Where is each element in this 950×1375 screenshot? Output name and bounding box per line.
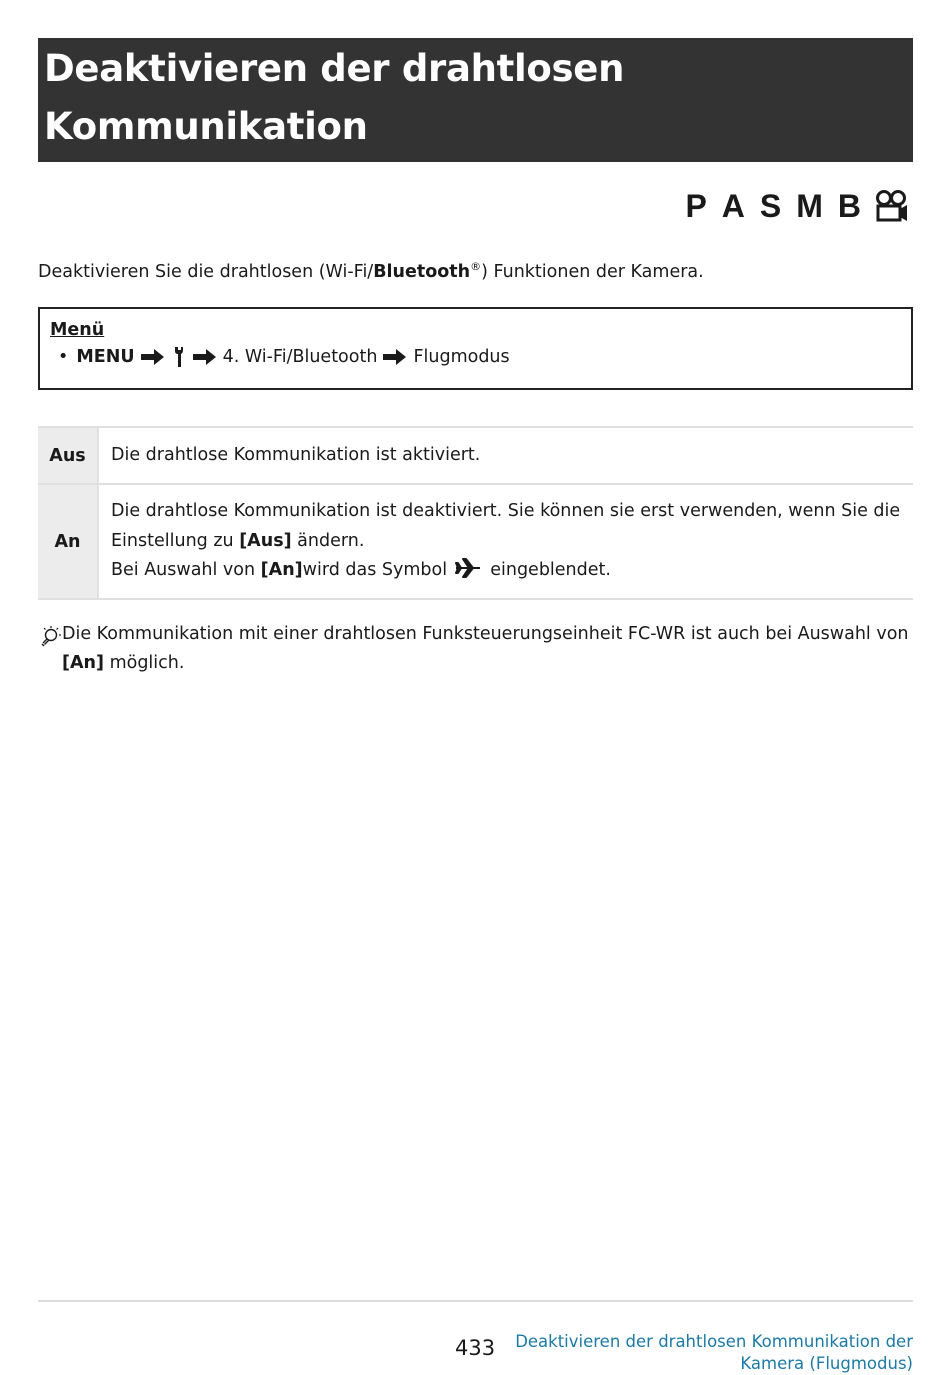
menu-bullet: • (58, 347, 69, 367)
footer-divider (38, 1300, 913, 1302)
shooting-modes (671, 186, 910, 226)
setting-key: Aus (38, 427, 98, 484)
footer-section-link[interactable] (493, 1331, 913, 1375)
menu-path (58, 342, 901, 372)
setting-key: An (38, 484, 98, 599)
menu-step: 4. Wi-Fi/Bluetooth (222, 347, 378, 367)
mode-s: S (759, 187, 783, 224)
registered-mark: ® (470, 260, 482, 273)
option-an: [An] (62, 653, 104, 673)
movie-camera-icon (874, 189, 910, 223)
right-arrow-icon (383, 348, 407, 366)
footer-link-line-2: Kamera (Flugmodus) (740, 1354, 913, 1373)
table-row (38, 427, 913, 484)
page-number: 433 (455, 1336, 496, 1360)
text: wird das Symbol (302, 560, 453, 581)
setting-description-text: Die drahtlose Kommunikation ist aktiviert. (111, 444, 481, 465)
tip-text (62, 620, 913, 678)
setting-description-line (111, 527, 901, 557)
mode-b: B (837, 187, 862, 224)
menu-heading: Menü (50, 320, 105, 340)
intro-text-before: Deaktivieren Sie die drahtlosen (Wi-Fi/ (38, 261, 374, 282)
setting-description-line (111, 556, 901, 586)
right-arrow-icon (141, 348, 165, 366)
tip-line: Die Kommunikation mit einer drahtlosen Funksteuerungseinheit FC-WR ist auch bei Auswahl von (62, 624, 909, 644)
airplane-icon (455, 558, 481, 578)
wrench-icon (173, 346, 185, 368)
mode-p: P (685, 187, 708, 224)
text: eingeblendet. (484, 560, 611, 581)
tip-line-end: möglich. (104, 653, 185, 673)
mode-m: M (796, 187, 824, 224)
footer-link-line-1: Deaktivieren der drahtlosen Kommunikation der (515, 1332, 913, 1351)
mode-a: A (721, 187, 746, 224)
tip-note (38, 620, 913, 678)
page-title-line-1: Deaktivieren der drahtlosen Kommunikation (44, 47, 625, 148)
setting-description (98, 484, 913, 599)
intro-paragraph (38, 254, 704, 285)
setting-description-line: Die drahtlose Kommunikation ist deaktiviert. Sie können sie erst verwenden, wenn Sie die (111, 501, 901, 522)
right-arrow-icon (193, 348, 217, 366)
menu-label: MENU (76, 347, 135, 367)
intro-bluetooth: Bluetooth (373, 261, 471, 282)
lightbulb-icon (38, 625, 62, 649)
menu-box (38, 307, 913, 390)
option-aus: [Aus] (239, 530, 292, 551)
text: ändern. (291, 530, 365, 551)
option-an: [An] (260, 560, 303, 581)
page-title-bar (38, 38, 913, 206)
intro-text-after: ) Funktionen der Kamera. (481, 261, 704, 282)
text: Bei Auswahl von (111, 560, 261, 581)
setting-description (98, 427, 913, 484)
settings-table (38, 426, 913, 600)
text: Einstellung zu (111, 530, 240, 551)
menu-target: Flugmodus (413, 347, 510, 367)
page-title-line-2: der Kamera (Flugmodus) (44, 163, 557, 206)
table-row (38, 484, 913, 599)
